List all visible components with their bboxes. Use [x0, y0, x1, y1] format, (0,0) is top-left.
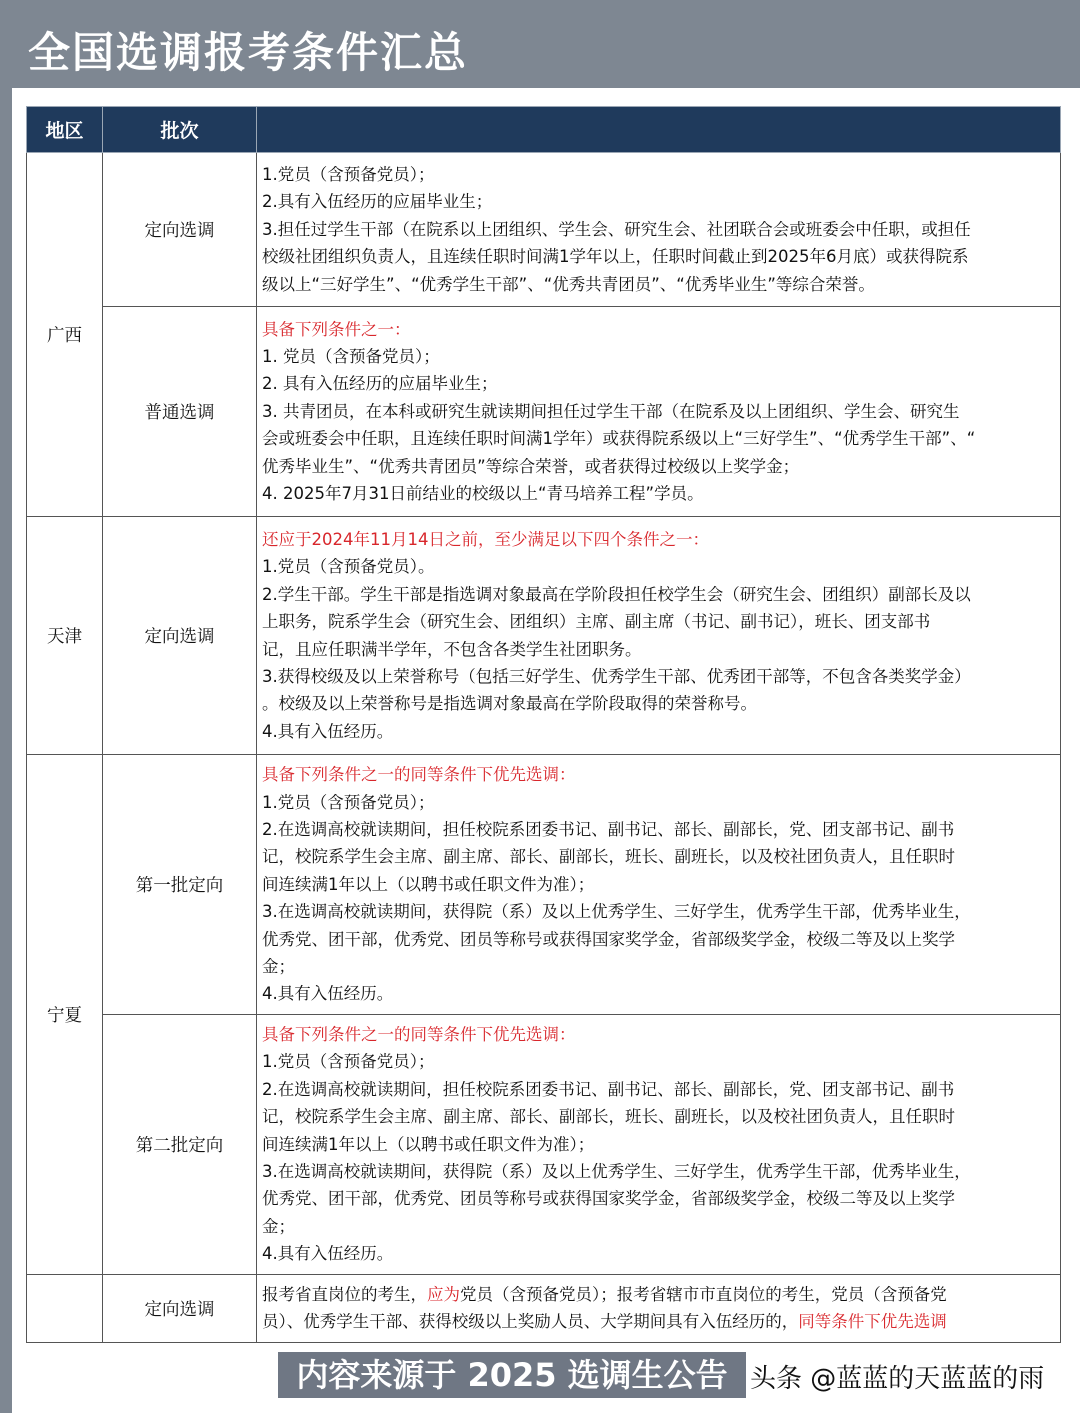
- condition-line: 4.具有入伍经历。: [262, 984, 394, 1004]
- condition-line: 1.党员（含预备党员）；: [262, 792, 435, 812]
- page-title: 全国选调报考条件汇总: [28, 28, 469, 77]
- condition-line: 2.在选调高校就读期间，担任校院系团委书记、副书记、部长、副部长，党、团支部书记、副书: [262, 819, 955, 839]
- conditions-cell: [257, 517, 1061, 755]
- conditions-table: [26, 106, 1061, 1343]
- condition-line: 3.在选调高校就读期间，获得院（系）及以上优秀学生、三好学生，优秀学生干部，优秀毕业生，: [262, 1162, 971, 1182]
- condition-intro: 具备下列条件之一：: [262, 319, 411, 339]
- table-row: [27, 755, 1061, 1015]
- condition-line: 级以上“三好学生”、“优秀学生干部”、“优秀共青团员”、“优秀毕业生”等综合荣誉。: [262, 274, 875, 294]
- condition-line: 优秀党、团干部，优秀党、团员等称号或获得国家奖学金，省部级奖学金，校级二等及以上奖学: [262, 1189, 955, 1209]
- header-conditions: [257, 107, 1061, 153]
- condition-line: 金；: [262, 1216, 295, 1236]
- batch-cell: 定向选调: [103, 517, 257, 755]
- condition-line: 优秀毕业生”、“优秀共青团员”等综合荣誉，或者获得过校级以上奖学金；: [262, 456, 800, 476]
- region-cell-ningxia: 宁夏: [27, 755, 103, 1275]
- condition-line: 2.学生干部。学生干部是指选调对象最高在学阶段担任校学生会（研究生会、团组织）副部长及以: [262, 584, 971, 604]
- condition-line: 3.获得校级及以上荣誉称号（包括三好学生、优秀学生干部、优秀团干部等，不包含各类奖学金）: [262, 666, 971, 686]
- region-cell-guangxi: 广西: [27, 153, 103, 517]
- condition-line: 4.具有入伍经历。: [262, 1244, 394, 1264]
- condition-highlight: 应为: [427, 1284, 460, 1304]
- condition-line: 记，且应任职满半学年，不包含各类学生社团职务。: [262, 639, 642, 659]
- conditions-cell: [257, 153, 1061, 307]
- condition-text: 员）、优秀学生干部、获得校级以上奖励人员、大学期间具有入伍经历的，: [262, 1312, 799, 1332]
- condition-line: 金；: [262, 957, 295, 977]
- document-sheet: [12, 88, 1080, 1413]
- condition-line: 记，校院系学生会主席、副主席、部长、副部长，班长、副班长，以及校社团负责人，且任职时: [262, 1107, 955, 1127]
- condition-line: 记，校院系学生会主席、副主席、部长、副部长，班长、副班长，以及校社团负责人，且任职时: [262, 847, 955, 867]
- condition-text: 报考省直岗位的考生，: [262, 1284, 427, 1304]
- condition-intro: 具备下列条件之一的同等条件下优先选调：: [262, 765, 576, 785]
- conditions-cell: [257, 755, 1061, 1015]
- condition-line: 1. 党员（含预备党员）；: [262, 346, 440, 366]
- condition-line: 4. 2025年7月31日前结业的校级以上“青马培养工程”学员。: [262, 484, 704, 504]
- region-cell-tianjin: 天津: [27, 517, 103, 755]
- batch-cell: 定向选调: [103, 1274, 257, 1342]
- conditions-cell: [257, 1015, 1061, 1275]
- condition-line: 1.党员（含预备党员）；: [262, 164, 435, 184]
- condition-line: 2.在选调高校就读期间，担任校院系团委书记、副书记、部长、副部长，党、团支部书记、副书: [262, 1079, 955, 1099]
- batch-cell: 第一批定向: [103, 755, 257, 1015]
- batch-cell: 普通选调: [103, 307, 257, 517]
- condition-line: 3.在选调高校就读期间，获得院（系）及以上优秀学生、三好学生，优秀学生干部，优秀毕业生，: [262, 902, 971, 922]
- table-row: [27, 307, 1061, 517]
- condition-intro: 具备下列条件之一的同等条件下优先选调：: [262, 1025, 576, 1044]
- source-label: 内容来源于 2025 选调生公告: [278, 1352, 746, 1398]
- condition-line: 上职务，院系学生会（研究生会、团组织）主席、副主席（书记、副书记），班长、团支部书: [262, 612, 931, 632]
- conditions-cell: [257, 307, 1061, 517]
- watermark: 头条 @蓝蓝的天蓝蓝的雨: [750, 1364, 1045, 1394]
- condition-line: 3.担任过学生干部（在院系以上团组织、学生会、研究生会、社团联合会或班委会中任职，或担任: [262, 219, 971, 239]
- header-region: 地区: [27, 107, 103, 153]
- table-row: [27, 153, 1061, 307]
- condition-line: 1.党员（含预备党员）；: [262, 1052, 435, 1072]
- condition-line: 校级社团组织负责人，且连续任职时间满1学年以上，任职时间截止到2025年6月底）或获得院系: [262, 247, 969, 267]
- condition-line: [262, 1308, 1056, 1335]
- condition-line: 会或班委会中任职，且连续任职时间满1学年）或获得院系级以上“三好学生”、“优秀学生干部”、“: [262, 429, 976, 449]
- conditions-cell: [257, 1274, 1061, 1342]
- condition-line: 4.具有入伍经历。: [262, 721, 394, 741]
- condition-text: 党员（含预备党员）；报考省辖市市直岗位的考生，党员（含预备党: [460, 1284, 947, 1304]
- condition-line: 3. 共青团员，在本科或研究生就读期间担任过学生干部（在院系及以上团组织、学生会、研究生: [262, 401, 960, 421]
- batch-cell: 第二批定向: [103, 1015, 257, 1275]
- table-header-row: [27, 107, 1061, 153]
- table-row: [27, 1274, 1061, 1342]
- condition-line: 2.具有入伍经历的应届毕业生；: [262, 192, 493, 212]
- condition-line: 优秀党、团干部，优秀党、团员等称号或获得国家奖学金，省部级奖学金，校级二等及以上奖学: [262, 929, 955, 949]
- region-cell: [27, 1274, 103, 1342]
- condition-line: 1.党员（含预备党员）。: [262, 557, 435, 577]
- condition-line: 2. 具有入伍经历的应届毕业生；: [262, 374, 498, 394]
- header-batch: 批次: [103, 107, 257, 153]
- table-row: [27, 1015, 1061, 1275]
- condition-line: 间连续满1年以上（以聘书或任职文件为准）；: [262, 1134, 595, 1154]
- condition-line: 。校级及以上荣誉称号是指选调对象最高在学阶段取得的荣誉称号。: [262, 694, 757, 714]
- batch-cell: 定向选调: [103, 153, 257, 307]
- title-bar: [0, 0, 1080, 88]
- condition-line: 间连续满1年以上（以聘书或任职文件为准）；: [262, 874, 595, 894]
- condition-intro: 还应于2024年11月14日之前，至少满足以下四个条件之一：: [262, 529, 709, 549]
- condition-highlight: 同等条件下优先选调: [798, 1312, 947, 1332]
- condition-line: [262, 1281, 1056, 1308]
- table-row: [27, 517, 1061, 755]
